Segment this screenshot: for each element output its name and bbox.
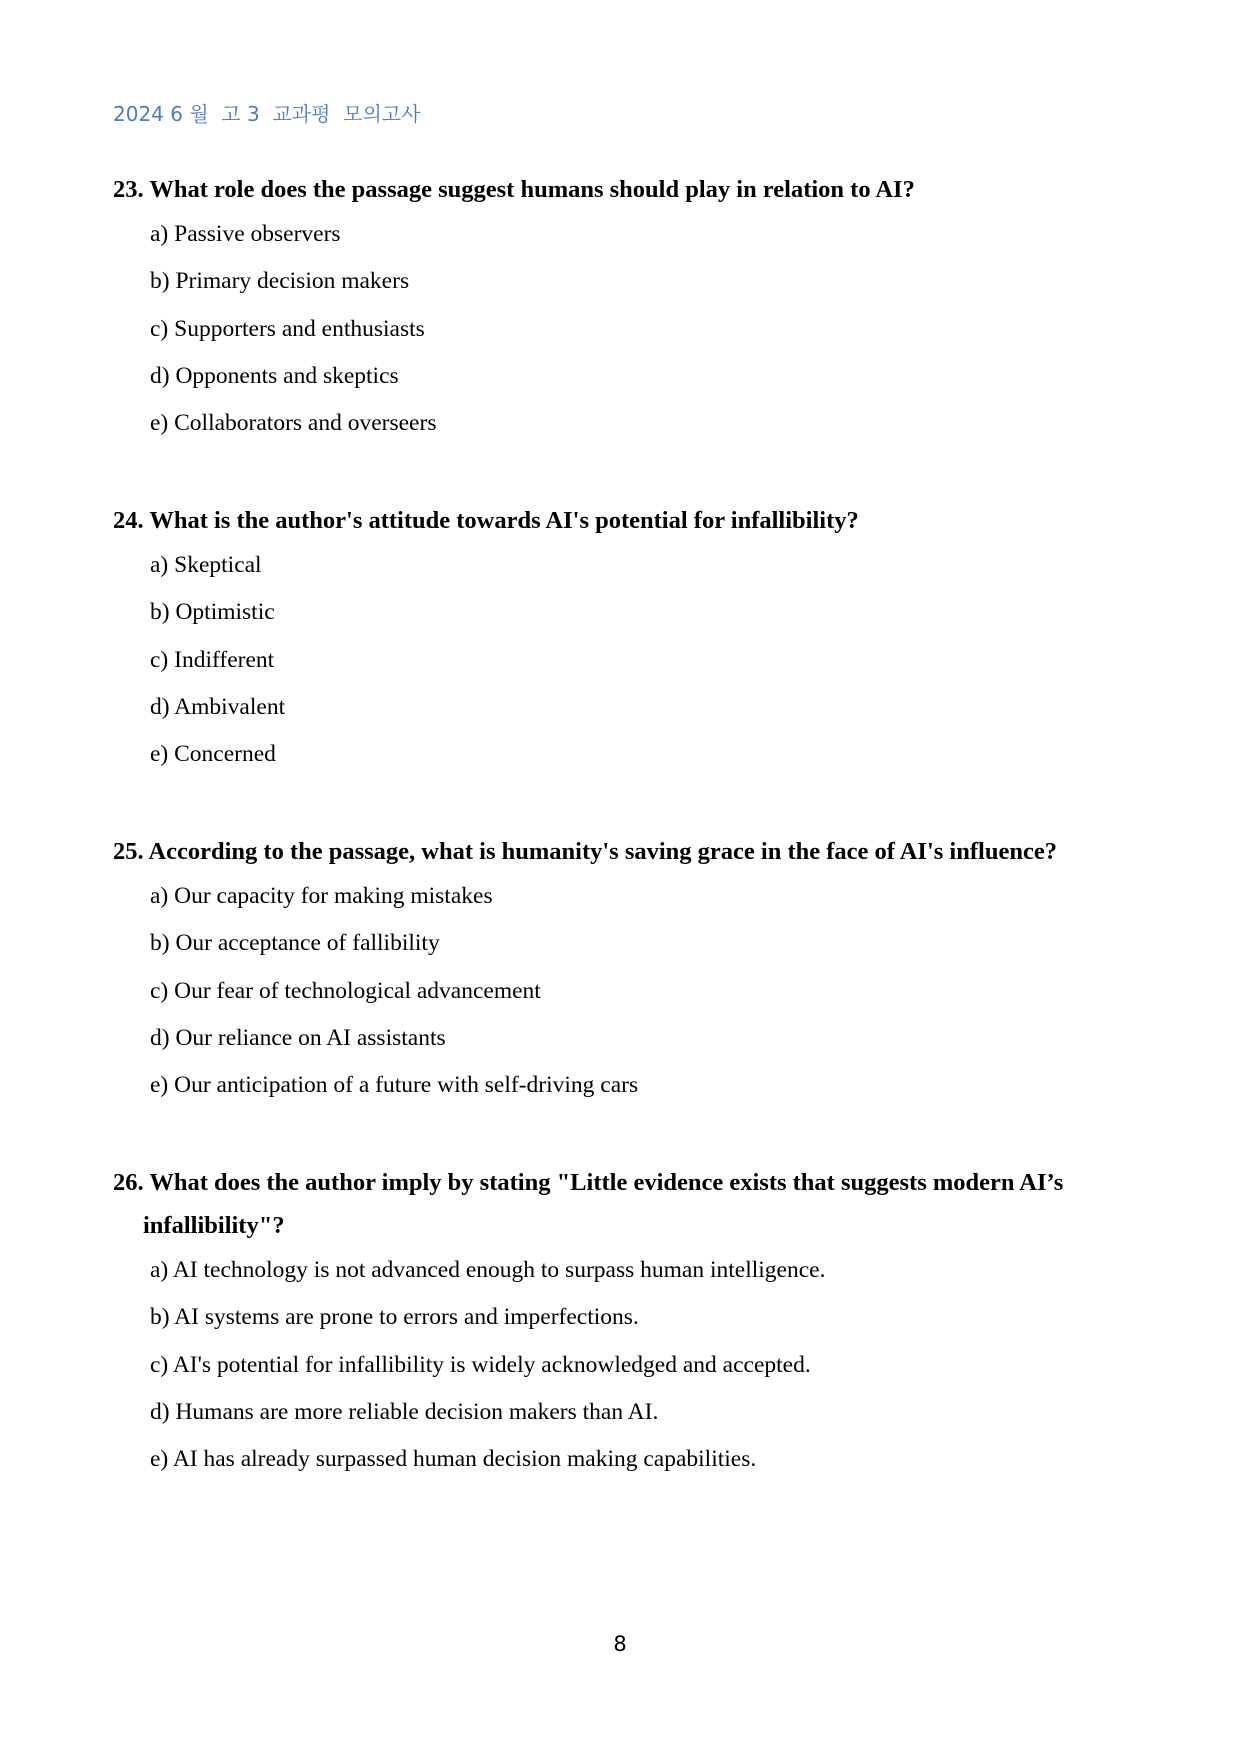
question-25 <box>113 830 1133 1109</box>
option-d[interactable]: d) Our reliance on AI assistants <box>150 1024 446 1051</box>
option-a[interactable]: a) AI technology is not advanced enough to surpass human intelligence. <box>150 1257 826 1283</box>
question-stem-line-1: What does the author imply by stating "Little evidence exists that suggests modern AI’s <box>149 1169 1064 1196</box>
question-stem: What role does the passage suggest humans should play in relation to AI? <box>149 176 915 203</box>
question-number: 23. <box>113 176 144 203</box>
option-e[interactable]: e) Concerned <box>150 741 276 768</box>
option-list <box>113 211 1133 447</box>
option-c[interactable]: c) Our fear of technological advancement <box>150 977 541 1004</box>
option-list <box>113 873 1133 1109</box>
option-list <box>113 542 1133 778</box>
option-e[interactable]: e) AI has already surpassed human decision making capabilities. <box>150 1446 757 1473</box>
option-c[interactable]: c) Indifferent <box>150 646 275 673</box>
question-text <box>113 1161 1129 1247</box>
option-e[interactable]: e) Our anticipation of a future with self-driving cars <box>150 1072 639 1099</box>
page-number: 8 <box>613 1632 627 1656</box>
question-text <box>113 499 1133 542</box>
option-d[interactable]: d) Ambivalent <box>150 693 286 720</box>
exam-header: 2024 6 월 고 3 교과평 모의고사 <box>113 102 421 126</box>
question-26 <box>113 1161 1129 1483</box>
question-stem-line-2: infallibility"? <box>143 1212 285 1239</box>
option-d[interactable]: d) Humans are more reliable decision makers than AI. <box>150 1398 659 1425</box>
option-b[interactable]: b) Primary decision makers <box>150 268 410 295</box>
option-e[interactable]: e) Collaborators and overseers <box>150 410 437 437</box>
question-number: 25. <box>113 838 144 865</box>
question-23 <box>113 168 1133 447</box>
option-c[interactable]: c) AI's potential for infallibility is widely acknowledged and accepted. <box>150 1351 811 1378</box>
question-number: 26. <box>113 1169 144 1196</box>
option-c[interactable]: c) Supporters and enthusiasts <box>150 315 425 342</box>
option-a[interactable]: a) Our capacity for making mistakes <box>150 883 493 909</box>
option-a[interactable]: a) Skeptical <box>150 552 262 578</box>
question-number: 24. <box>113 507 144 534</box>
question-text <box>113 168 1133 211</box>
question-text <box>113 830 1133 873</box>
option-list <box>113 1247 1129 1483</box>
option-d[interactable]: d) Opponents and skeptics <box>150 362 399 389</box>
option-a[interactable]: a) Passive observers <box>150 221 341 247</box>
question-stem: What is the author's attitude towards AI's potential for infallibility? <box>149 507 859 534</box>
question-24 <box>113 499 1133 778</box>
option-b[interactable]: b) Our acceptance of fallibility <box>150 930 440 957</box>
option-b[interactable]: b) Optimistic <box>150 599 275 626</box>
option-b[interactable]: b) AI systems are prone to errors and imperfections. <box>150 1304 639 1331</box>
question-stem: According to the passage, what is humanity's saving grace in the face of AI's influence? <box>148 838 1057 865</box>
